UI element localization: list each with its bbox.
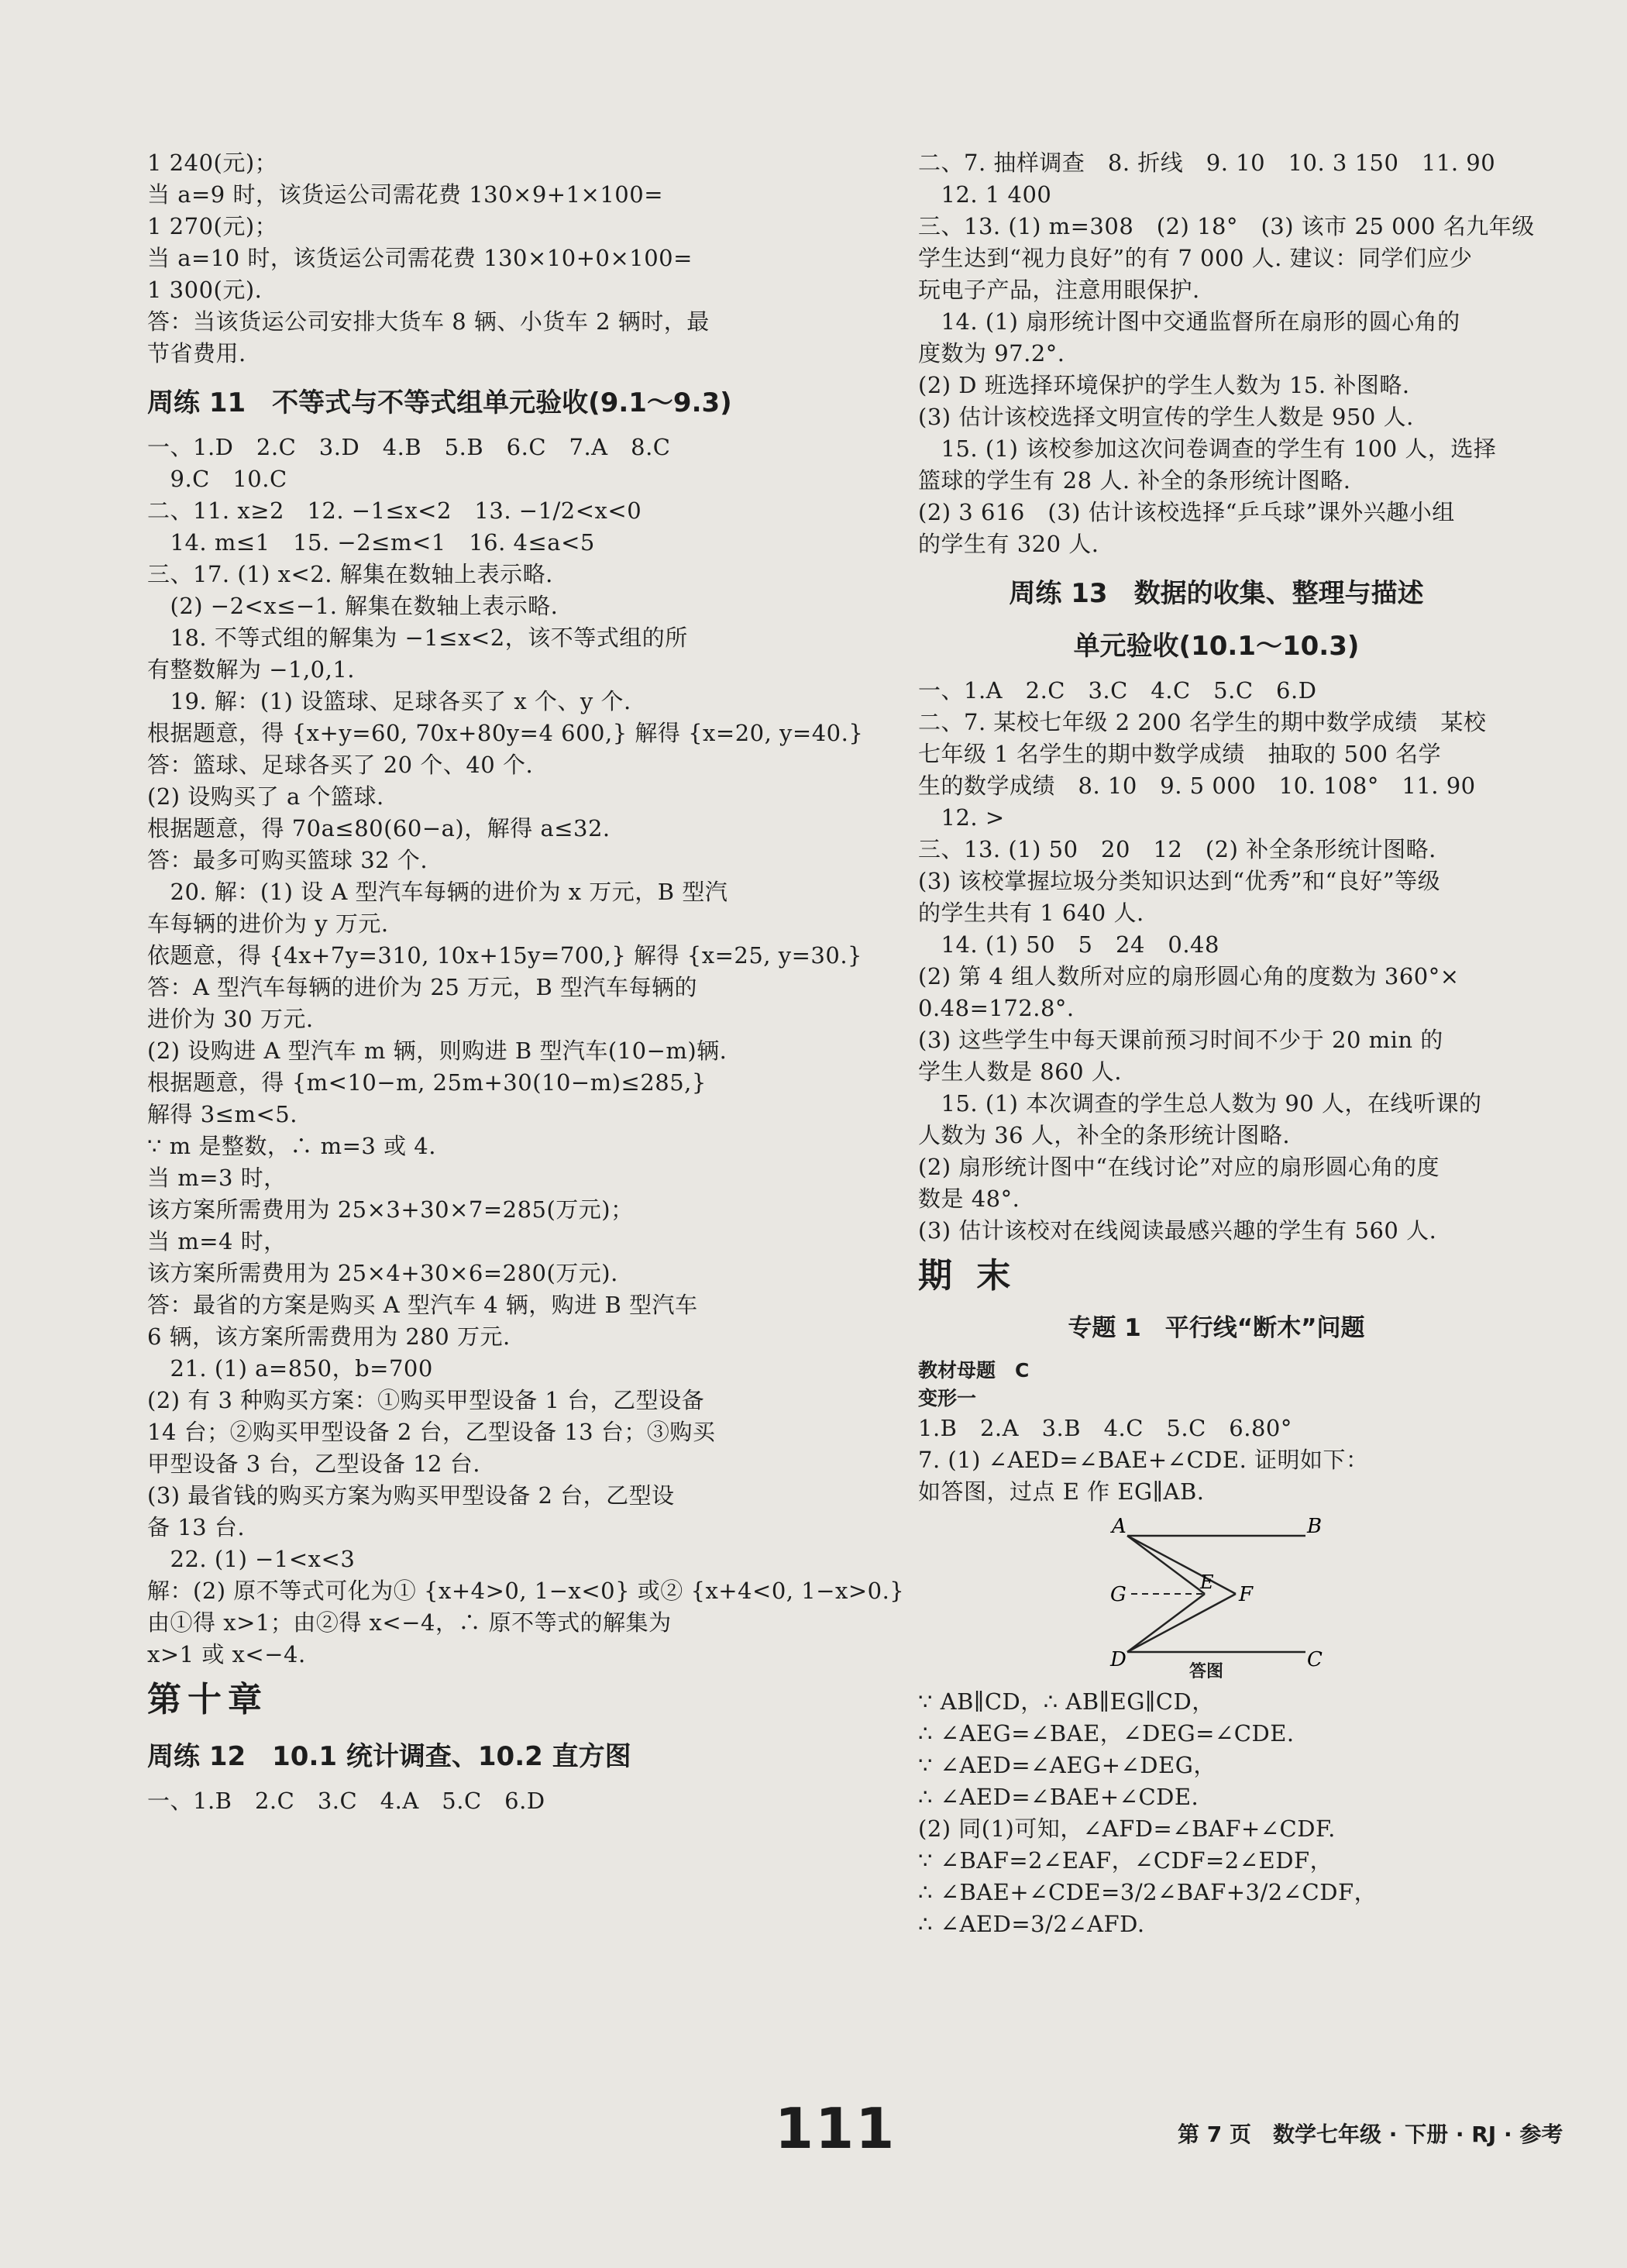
answer-line: 12. 1 400 [918,181,1052,208]
answer-line: 该方案所需费用为 25×3+30×7=285(万元)； [147,1196,634,1223]
answer-line: 依题意，得 {4x+7y=310, 10x+15y=700,} 解得 {x=25, y=30.} [147,942,862,969]
topic-heading: 专题 1 平行线“断木”问题 [1068,1314,1365,1342]
answer-line: ∵ AB∥CD，∴ AB∥EG∥CD， [918,1688,1215,1715]
answer-line: 一、1.B 2.C 3.C 4.A 5.C 6.D [147,1788,545,1814]
answer-line: 甲型设备 3 台，乙型设备 12 台. [147,1451,480,1477]
answer-line: ∵ ∠AED=∠AEG+∠DEG， [918,1752,1216,1778]
answer-line: 7. (1) ∠AED=∠BAE+∠CDE. 证明如下： [918,1447,1369,1473]
label-d: D [1110,1648,1127,1671]
subheading: 变形一 [918,1387,977,1409]
answer-line: ∴ ∠AED=3/2∠AFD. [918,1911,1145,1937]
answer-line: x>1 或 x<−4. [147,1641,306,1667]
answer-line: (3) 该校掌握垃圾分类知识达到“优秀”和“良好”等级 [918,868,1441,894]
answer-line: 进价为 30 万元. [147,1006,314,1032]
answer-line: (2) 扇形统计图中“在线讨论”对应的扇形圆心角的度 [918,1154,1440,1180]
answer-line: 12. > [918,804,1005,831]
answer-line: (3) 估计该校选择文明宣传的学生人数是 950 人. [918,404,1414,430]
answer-line: (3) 这些学生中每天课前预习时间不少于 20 min 的 [918,1027,1443,1053]
answer-line: (2) 有 3 种购买方案：①购买甲型设备 1 台，乙型设备 [147,1387,705,1413]
answer-line: 二、11. x≥2 12. −1≤x<2 13. −1/2<x<0 [147,497,642,524]
answer-line: (2) 设购买了 a 个篮球. [147,783,384,810]
answer-line: 的学生有 320 人. [918,531,1099,557]
answer-line: 14. (1) 50 5 24 0.48 [918,931,1219,958]
answer-line: 15. (1) 本次调查的学生总人数为 90 人，在线听课的 [918,1090,1482,1117]
label-f: F [1239,1583,1254,1606]
answer-line: ∴ ∠AED=∠BAE+∠CDE. [918,1784,1199,1810]
label-a: A [1112,1515,1127,1538]
answer-line: (3) 估计该校对在线阅读最感兴趣的学生有 560 人. [918,1217,1437,1244]
left-column [147,147,905,1817]
section-heading: 周练 11 不等式与不等式组单元验收(9.1～9.3) [147,387,732,418]
label-g: G [1110,1583,1127,1606]
answer-line: 根据题意，得 70a≤80(60−a)，解得 a≤32. [147,815,611,841]
answer-line: 解得 3≤m<5. [147,1101,298,1127]
answer-line: 18. 不等式组的解集为 −1≤x<2，该不等式组的所 [147,625,688,651]
answer-line: 车每辆的进价为 y 万元. [147,910,389,937]
answer-line: ∵ ∠BAF=2∠EAF，∠CDF=2∠EDF， [918,1847,1333,1874]
answer-line: ∴ ∠AEG=∠BAE，∠DEG=∠CDE. [918,1720,1295,1747]
answer-line: 度数为 97.2°. [918,340,1065,367]
answer-line: (2) 同(1)可知，∠AFD=∠BAF+∠CDF. [918,1815,1336,1842]
answer-line: 1.B 2.A 3.B 4.C 5.C 6.80° [918,1415,1292,1441]
answer-line: 9.C 10.C [147,466,287,492]
answer-line: ∴ ∠BAE+∠CDE=3/2∠BAF+3/2∠CDF， [918,1879,1378,1905]
answer-line: 七年级 1 名学生的期中数学成绩 抽取的 500 名学 [918,741,1442,767]
page-footer: 第 7 页 数学七年级 · 下册 · RJ · 参考 [1178,2122,1563,2147]
answer-line: 如答图，过点 E 作 EG∥AB. [918,1478,1205,1505]
answer-line: 14. (1) 扇形统计图中交通监督所在扇形的圆心角的 [918,308,1460,335]
answer-line: 人数为 36 人，补全的条形统计图略. [918,1122,1291,1148]
answer-line: 答：当该货运公司安排大货车 8 辆、小货车 2 辆时，最 [147,308,710,335]
answer-line: 三、13. (1) 50 20 12 (2) 补全条形统计图略. [918,836,1436,862]
section-heading: 单元验收(10.1～10.3) [1073,631,1360,662]
section-heading: 周练 12 10.1 统计调查、10.2 直方图 [147,1741,631,1772]
answer-line: ∵ m 是整数，∴ m=3 或 4. [147,1133,436,1159]
answer-line: 1 270(元)； [147,213,278,239]
answer-line: 答：最省的方案是购买 A 型汽车 4 辆，购进 B 型汽车 [147,1292,698,1318]
answer-line: 21. (1) a=850，b=700 [147,1355,433,1382]
section-heading: 周练 13 数据的收集、整理与描述 [1009,578,1424,609]
answer-line: 的学生共有 1 640 人. [918,900,1144,926]
answer-line: 解：(2) 原不等式可化为① {x+4>0, 1−x<0} 或② {x+4<0, 1−x>0.} [147,1578,905,1604]
answer-line: 三、13. (1) m=308 (2) 18° (3) 该市 25 000 名九年级 [918,213,1535,239]
answer-line: 节省费用. [147,340,246,367]
answer-line: 答：A 型汽车每辆的进价为 25 万元，B 型汽车每辆的 [147,974,698,1000]
answer-line: 二、7. 某校七年级 2 200 名学生的期中数学成绩 某校 [918,709,1487,735]
answer-line: (3) 最省钱的购买方案为购买甲型设备 2 台，乙型设 [147,1482,675,1509]
answer-line: (2) −2<x≤−1. 解集在数轴上表示略. [147,593,559,619]
right-column [918,147,1535,1940]
answer-line: 学生人数是 860 人. [918,1058,1123,1085]
answer-line: 答：篮球、足球各买了 20 个、40 个. [147,752,534,778]
page-number: 111 [775,2096,896,2161]
answer-line: 答：最多可购买篮球 32 个. [147,847,428,873]
answer-line: 有整数解为 −1,0,1. [147,656,356,683]
subheading: 教材母题 C [918,1359,1030,1382]
answer-line: 1 300(元). [147,277,263,303]
answer-line: 该方案所需费用为 25×4+30×6=280(万元). [147,1260,618,1286]
chapter-heading: 第十章 [147,1680,268,1719]
answer-line: 22. (1) −1<x<3 [147,1546,356,1572]
answer-line: 数是 48°. [918,1186,1020,1212]
label-b: B [1307,1515,1323,1538]
answer-line: 6 辆，该方案所需费用为 280 万元. [147,1323,511,1350]
answer-line: (2) 设购进 A 型汽车 m 辆，则购进 B 型汽车(10−m)辆. [147,1038,728,1064]
answer-line: 根据题意，得 {x+y=60, 70x+80y=4 600,} 解得 {x=20, y=40.} [147,720,864,746]
answer-line: 三、17. (1) x<2. 解集在数轴上表示略. [147,561,553,587]
answer-line: 根据题意，得 {m<10−m, 25m+30(10−m)≤285,} [147,1069,707,1096]
answer-line: 0.48=172.8°. [918,995,1075,1021]
answer-line: 篮球的学生有 28 人. 补全的条形统计图略. [918,467,1351,494]
answer-line: 当 a=9 时，该货运公司需花费 130×9+1×100= [147,181,663,208]
answer-line: 由①得 x>1；由②得 x<−4，∴ 原不等式的解集为 [147,1609,672,1636]
answer-line: 学生达到“视力良好”的有 7 000 人. 建议：同学们应少 [918,245,1473,271]
answer-line: 二、7. 抽样调查 8. 折线 9. 10 10. 3 150 11. 90 [918,150,1496,176]
answer-line: 备 13 台. [147,1514,246,1540]
answer-line: 1 240(元)； [147,150,278,176]
answer-line: 玩电子产品，注意用眼保护. [918,277,1200,303]
answer-line: 一、1.A 2.C 3.C 4.C 5.C 6.D [918,677,1317,704]
geometry-figure [1104,1513,1336,1683]
answer-line: 14 台；②购买甲型设备 2 台，乙型设备 13 台；③购买 [147,1419,716,1445]
answer-line: 当 m=3 时， [147,1165,287,1191]
answer-line: 当 m=4 时， [147,1228,287,1254]
figure-caption: 答图 [1189,1662,1224,1681]
answer-line: 15. (1) 该校参加这次问卷调查的学生有 100 人，选择 [918,435,1497,462]
answer-line: (2) 第 4 组人数所对应的扇形圆心角的度数为 360°× [918,963,1460,989]
answer-line: 一、1.D 2.C 3.D 4.B 5.B 6.C 7.A 8.C [147,434,671,460]
answer-line: 生的数学成绩 8. 10 9. 5 000 10. 108° 11. 90 [918,773,1476,799]
label-e: E [1200,1571,1214,1593]
label-c: C [1307,1648,1323,1671]
answer-line: (2) 3 616 (3) 估计该校选择“乒乓球”课外兴趣小组 [918,499,1455,525]
answer-line: 19. 解：(1) 设篮球、足球各买了 x 个、y 个. [147,688,631,714]
answer-line: (2) D 班选择环境保护的学生人数为 15. 补图略. [918,372,1410,398]
answer-line: 20. 解：(1) 设 A 型汽车每辆的进价为 x 万元，B 型汽 [147,879,728,905]
parallel-lines-diagram [1104,1513,1336,1683]
answer-line: 14. m≤1 15. −2≤m<1 16. 4≤a<5 [147,529,595,556]
answer-line: 当 a=10 时，该货运公司需花费 130×10+0×100= [147,245,693,271]
chapter-heading: 期 末 [918,1256,1017,1296]
